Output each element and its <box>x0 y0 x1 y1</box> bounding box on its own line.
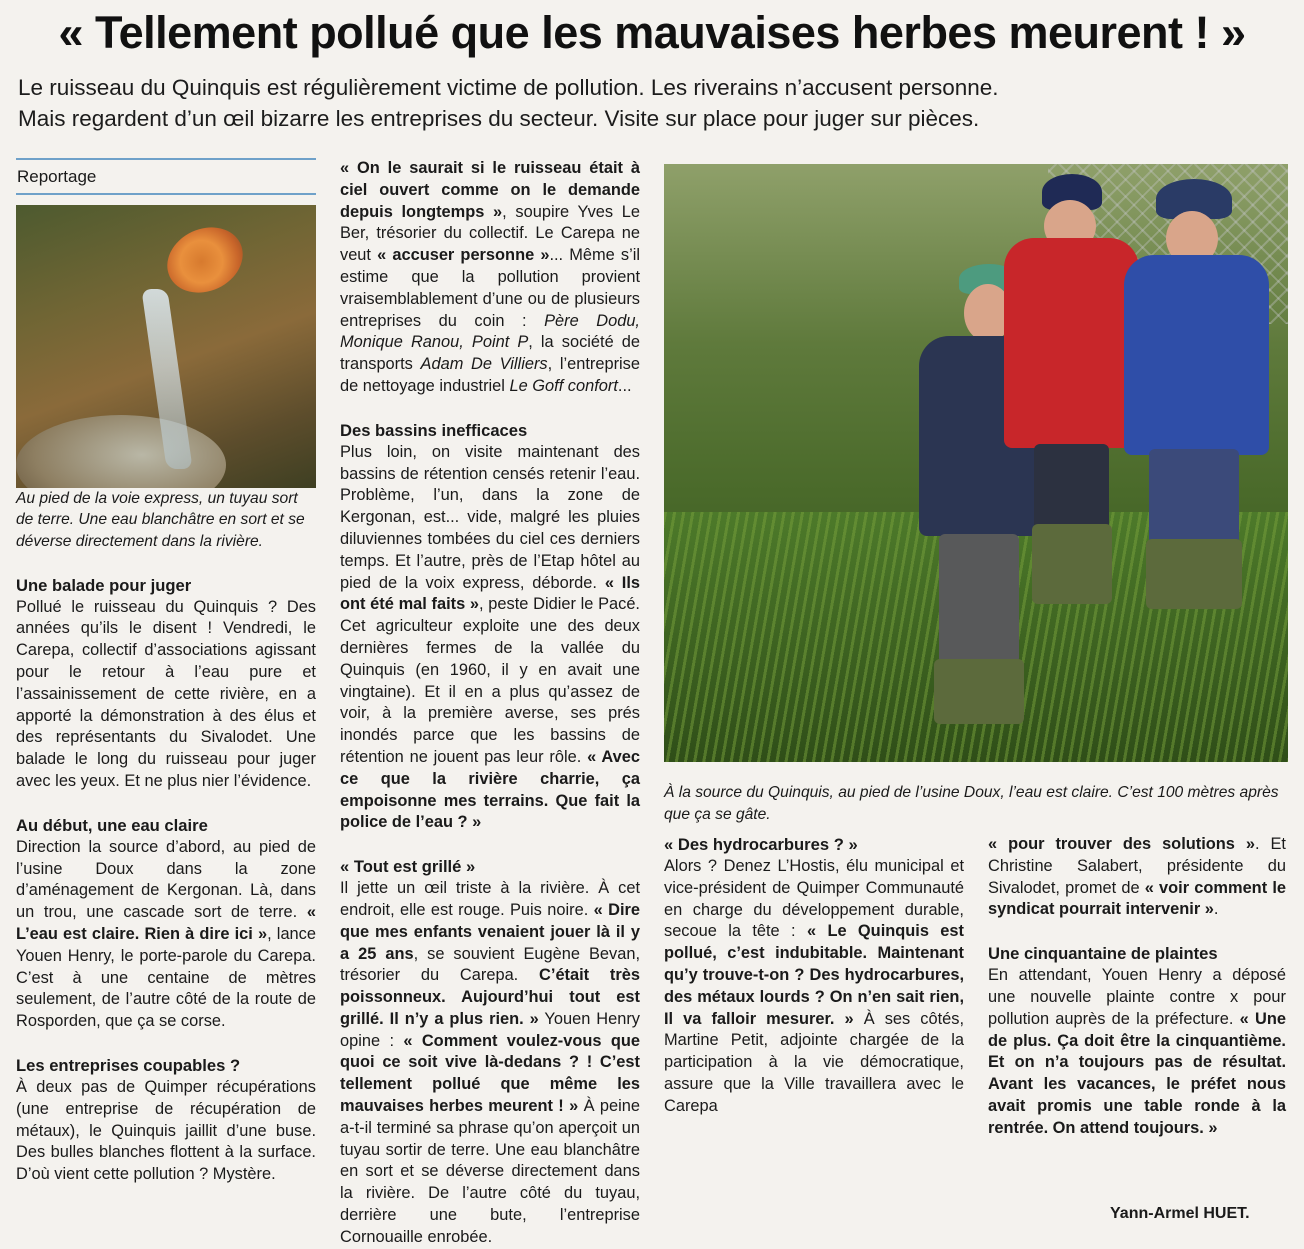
section-title-bassins: Des bassins inefficaces <box>340 420 528 440</box>
section-title-debut: Au début, une eau claire <box>16 815 208 835</box>
source-photo <box>664 164 1288 762</box>
section-text-debut: Direction la source d’abord, au pied de l’usine Doux dans la zone d’aménagement de Kergonan. Là, dans un trou, une cascade sort de terre. « L’eau est claire. Rien à dire ici », lance Youen Henry, le porte-parole du Carepa. C’est à une centaine de mètres seulement, de l’autre côté de la route de Rosporden, que ça se corse. <box>16 837 316 1031</box>
column-3 <box>664 834 964 1118</box>
pipe-photo-caption: Au pied de la voie express, un tuyau sort de terre. Une eau blanchâtre en sort et se déverse directement dans la rivière. <box>16 489 305 550</box>
section-text-balade: Pollué le ruisseau du Quinquis ? Des années qu’ils le disent ! Vendredi, le Carepa, collectif d’associations agissant pour le retour à l’eau pure et l’assainissement de cette rivière, en a apporté la démonstration à des élus et des représentants du Sivalodet. Une balade le long du ruisseau pour juger avec les yeux. Et ne plus nier l’évidence. <box>16 597 316 790</box>
section-text-grille: Il jette un œil triste à la rivière. À cet endroit, elle est rouge. Puis noire. « Dire que mes enfants venaient jouer là il y a 25 ans, se souvient Eugène Bevan, trésorier du Carepa. C’était très poissonneux. Aujourd’hui tout est grillé. Il n’y a plus rien. » Youen Henry opine : « Comment voulez-vous que quoi ce soit vive là-dedans ? ! C’est tellement pollué que même les mauvaises herbes meurent ! » À peine a-t-il terminé sa phrase qu’on aperçoit un tuyau sortir de terre. Une eau blanchâtre en sort et se déverse directement dans la rivière. De l’autre côté du tuyau, derrière une bute, l’entreprise Cornouaille enrobée. <box>340 879 640 1246</box>
rubric-label: Reportage <box>16 158 316 195</box>
section-title-grille: « Tout est grillé » <box>340 857 476 877</box>
section-text-hydrocarbures: Alors ? Denez L’Hostis, élu municipal et vice-président de Quimper Communauté en charge du développement durable, secoue la tête : « Le Quinquis est pollué, c’est indubitable. Maintenant qu’y trouve-t-on ? Des hydrocarbures, des métaux lourds ? On n’en sait rien, Il va falloir mesurer. » À ses côtés, Martine Petit, adjointe chargée de la participation à la vie démocratique, assure que la Ville travaillera avec le Carepa <box>664 857 965 1115</box>
column-2 <box>340 158 640 1249</box>
section-title-balade: Une balade pour juger <box>16 575 192 595</box>
column-4 <box>988 834 1286 1140</box>
pipe-photo <box>16 205 316 488</box>
section-title-coupables: Les entreprises coupables ? <box>16 1055 241 1075</box>
source-photo-caption: À la source du Quinquis, au pied de l’usine Doux, l’eau est claire. C’est 100 mètres après que ça se gâte. <box>664 783 1279 823</box>
section-text-bassins: Plus loin, on visite maintenant des bassins de rétention censés retenir l’eau. Problème, l’un, dans la zone de Kergonan, est... vide, malgré les pluies diluviennes tombées du ciel ces derniers temps. Et l’autre, près de l’Etap hôtel au pied de la voix express, déborde. « Ils ont été mal faits », peste Didier le Pacé. Cet agriculteur exploite une des deux dernières fermes de la vallée du Quinquis (en 1960, il y en avait une vingtaine). Et il en a plus qu’assez de voir, à la première averse, ses prés inondés parce que les bassins de rétention ne jouent pas leur rôle. « Avec ce que la rivière charrie, ça empoisonne mes terrains. Que fait la police de l’eau ? » <box>340 442 641 832</box>
section-text-hydrocarbures-cont: « pour trouver des solutions ». Et Christine Salabert, présidente du Sivalodet, promet de « voir comment le syndicat pourrait intervenir ». <box>988 835 1286 919</box>
column-1 <box>16 158 316 1186</box>
author-signature: Yann-Armel HUET. <box>1110 1205 1250 1222</box>
standfirst-line-2: Mais regardent d’un œil bizarre les entreprises du secteur. Visite sur place pour juger sur pièces. <box>18 106 980 131</box>
section-text-coupables-cont: « On le saurait si le ruisseau était à ciel ouvert comme on le demande depuis longtemps », soupire Yves Le Ber, trésorier du collectif. Le Carepa ne veut « accuser personne »... Même s’il estime que la pollution provient vraisemblablement d’une ou de plusieurs entreprises du coin : Père Dodu, Monique Ranou, Point P, la société de transports Adam De Villiers, l’entreprise de nettoyage industriel Le Goff confort... <box>340 159 641 395</box>
section-title-hydrocarbures: « Des hydrocarbures ? » <box>664 835 858 854</box>
section-text-plaintes: En attendant, Youen Henry a déposé une nouvelle plainte contre x pour pollution auprès de la préfecture. « Une de plus. Ça doit être la cinquantième. Et on n’a toujours pas de résultat. Avant les vacances, le préfet nous avait promis une table ronde à la rentrée. On attend toujours. » <box>988 966 1286 1137</box>
section-title-plaintes: Une cinquantaine de plaintes <box>988 944 1218 964</box>
standfirst-line-1: Le ruisseau du Quinquis est régulièrement victime de pollution. Les riverains n’accusent personne. <box>18 75 999 100</box>
headline: « Tellement pollué que les mauvaises herbes meurent ! » <box>58 7 1246 58</box>
standfirst <box>18 72 1288 134</box>
section-text-coupables-start: À deux pas de Quimper récupérations (une entreprise de récupération de métaux), le Quinquis jaillit d’une buse. Des bulles blanches flottent à la surface. D’où vient cette pollution ? Mystère. <box>16 1077 316 1184</box>
